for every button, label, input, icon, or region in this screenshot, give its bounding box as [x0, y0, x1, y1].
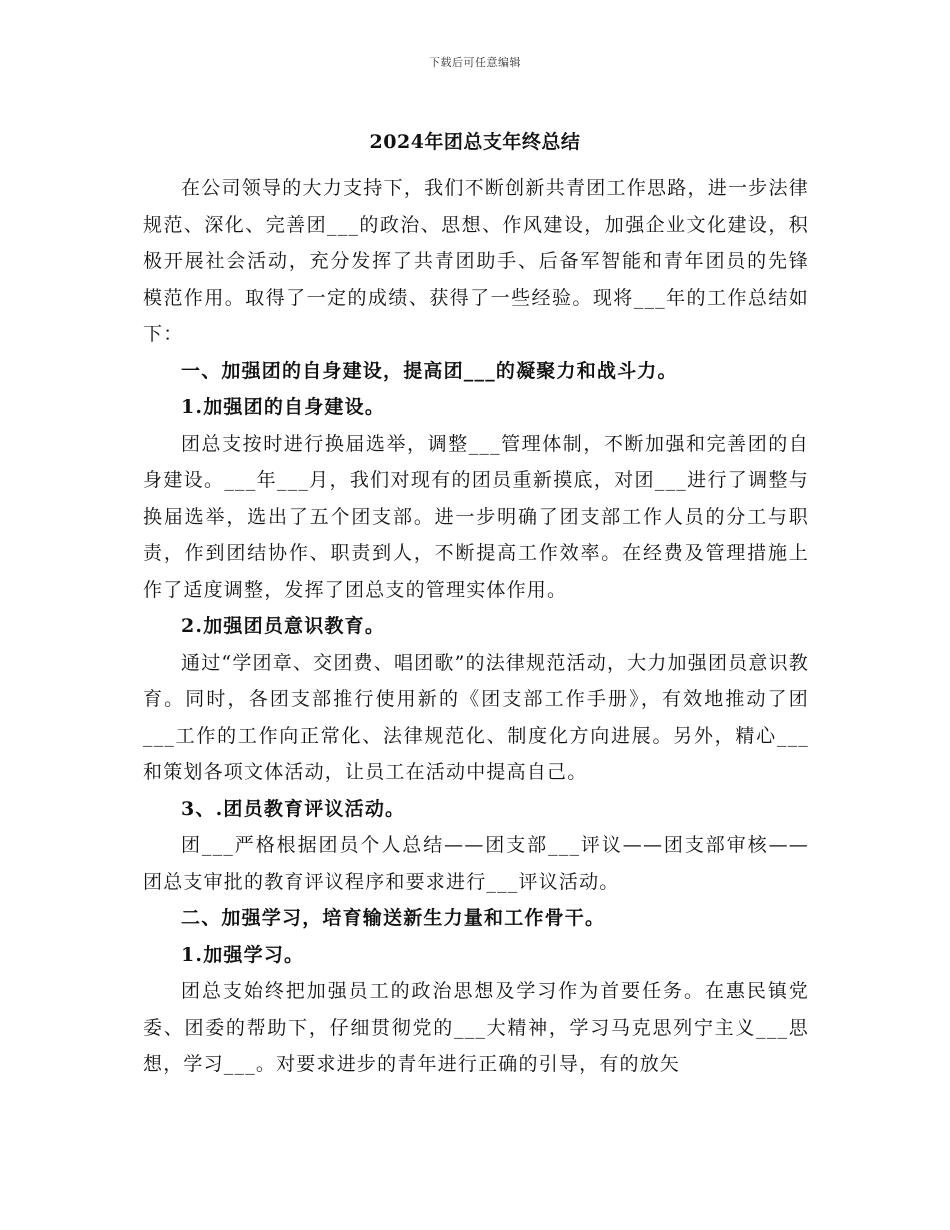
subsection-heading-1-1: 1.加强团的自身建设。: [181, 396, 386, 418]
section-heading-1: 一、加强团的自身建设，提高团___的凝聚力和战斗力。: [181, 359, 678, 382]
subsection-heading-1-2: 2.加强团员意识教育。: [181, 615, 386, 637]
paragraph-1-1: 团总支按时进行换届选举，调整___管理体制，不断加强和完善团的自身建设。___年___月，我们对现有的团员重新摸底，对团___进行了调整与换届选举，选出了五个团支部。进一步明确了团支部工作人员的分工与职责，作到团结协作、职责到人，不断提高工作效率。在经费及管理措施上作了适度调整，发挥了团总支的管理实体作用。: [143, 432, 809, 601]
header-note: 下载后可任意编辑: [429, 56, 521, 69]
paragraph-1-2: 通过“学团章、交团费、唱团歌”的法律规范活动，大力加强团员意识教育。同时，各团支部推行使用新的《团支部工作手册》，有效地推动了团___工作的工作向正常化、法律规范化、制度化方向进展。另外，精心___和策划各项文体活动，让员工在活动中提高自己。: [143, 651, 809, 783]
paragraph-1-3: 团___严格根据团员个人总结——团支部___评议——团支部审核——团总支审批的教育评议程序和要求进行___评议活动。: [143, 834, 809, 893]
document-body: [143, 170, 809, 1083]
intro-paragraph: 在公司领导的大力支持下，我们不断创新共青团工作思路，进一步法律规范、深化、完善团___的政治、思想、作风建设，加强企业文化建设，积极开展社会活动，充分发挥了共青团助手、后备军智能和青年团员的先锋模范作用。取得了一定的成绩、获得了一些经验。现将___年的工作总结如下：: [143, 177, 809, 345]
document-title: 2024年团总支年终总结: [369, 131, 581, 153]
subsection-heading-2-1: 1.加强学习。: [181, 943, 305, 966]
section-heading-2: 二、加强学习，培育输送新生力量和工作骨干。: [181, 907, 606, 929]
paragraph-2-1: 团总支始终把加强员工的政治思想及学习作为首要任务。在惠民镇党委、团委的帮助下，仔细贯彻党的___大精神，学习马克思列宁主义___思想，学习___。对要求进步的青年进行正确的引导，有的放矢: [143, 980, 809, 1075]
subsection-heading-1-3: 3、.团员教育评议活动。: [181, 797, 406, 820]
